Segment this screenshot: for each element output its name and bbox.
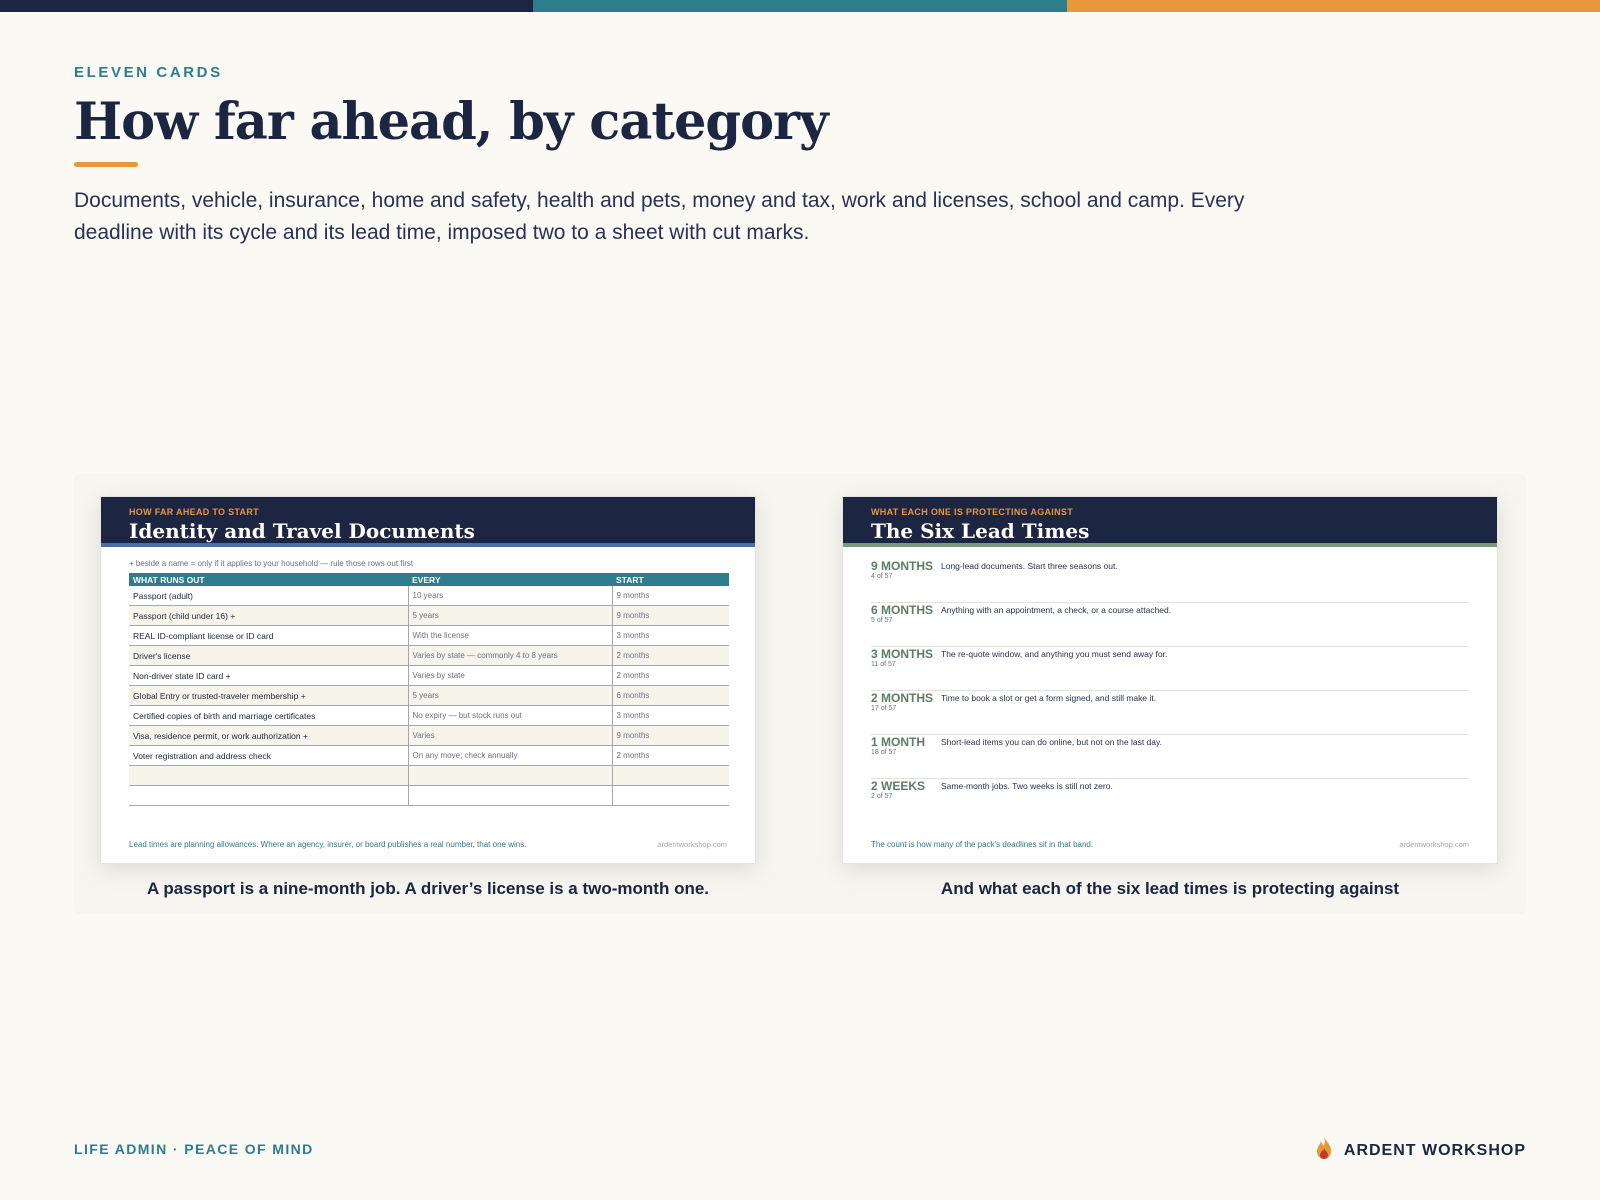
cycle-cell: With the license bbox=[408, 626, 612, 646]
page-title: How far ahead, by category bbox=[74, 92, 828, 152]
table-row bbox=[129, 746, 729, 766]
cycle-cell bbox=[408, 786, 612, 806]
lead-time-block bbox=[871, 603, 941, 646]
lead-time-label: 3 MONTHS bbox=[871, 647, 934, 661]
top-accent-bar bbox=[0, 0, 1600, 12]
card-note: + beside a name = only if it applies to your household — rule those rows out first bbox=[129, 559, 414, 568]
lead-time-count: 18 of 57 bbox=[871, 749, 897, 756]
page-header bbox=[74, 62, 1304, 249]
start-cell: 3 months bbox=[612, 706, 729, 726]
lead-time-row bbox=[871, 735, 1469, 779]
accent-segment-orange bbox=[1067, 0, 1600, 12]
cycle-cell: 10 years bbox=[408, 586, 612, 606]
cycle-cell bbox=[408, 766, 612, 786]
lead-times-list bbox=[871, 559, 1469, 823]
lead-time-label: 9 MONTHS bbox=[871, 559, 934, 573]
card-preview-stage bbox=[74, 474, 1526, 914]
table-header-row bbox=[129, 573, 729, 586]
right-card-preview bbox=[842, 496, 1498, 899]
lead-time-description: Same-month jobs. Two weeks is still not zero. bbox=[941, 781, 1113, 791]
item-cell: Global Entry or trusted-traveler membership + bbox=[129, 686, 408, 706]
footer-tagline: LIFE ADMIN · PEACE OF MIND bbox=[74, 1141, 314, 1157]
item-cell: Passport (child under 16) + bbox=[129, 606, 408, 626]
lead-time-count: 11 of 57 bbox=[871, 661, 896, 668]
lead-time-block bbox=[871, 691, 941, 734]
lead-time-row bbox=[871, 603, 1469, 647]
item-cell: REAL ID-compliant license or ID card bbox=[129, 626, 408, 646]
table-row bbox=[129, 786, 729, 806]
table-row bbox=[129, 646, 729, 666]
documents-table bbox=[129, 573, 729, 806]
lead-time-label: 2 MONTHS bbox=[871, 691, 934, 705]
accent-segment-navy bbox=[0, 0, 533, 12]
table-row bbox=[129, 726, 729, 746]
cycle-cell: On any move; check annually bbox=[408, 746, 612, 766]
lead-time-description: Anything with an appointment, a check, or a course attached. bbox=[941, 605, 1172, 615]
left-card-preview bbox=[100, 496, 756, 899]
lead-time-row bbox=[871, 779, 1469, 823]
card-kicker: WHAT EACH ONE IS PROTECTING AGAINST bbox=[871, 507, 1074, 517]
lead-time-label: 1 MONTH bbox=[871, 735, 925, 749]
lead-times-card bbox=[842, 496, 1498, 864]
cycle-cell: Varies by state bbox=[408, 666, 612, 686]
column-header: WHAT RUNS OUT bbox=[129, 573, 408, 586]
eyebrow-label: ELEVEN CARDS bbox=[74, 64, 223, 81]
card-footnote: Lead times are planning allowances. Where an agency, insurer, or board publishes a real number, that one wins. bbox=[129, 840, 527, 849]
start-cell: 3 months bbox=[612, 626, 729, 646]
footer-brand bbox=[1314, 1136, 1526, 1165]
column-header: EVERY bbox=[408, 573, 612, 586]
table-row bbox=[129, 586, 729, 606]
item-cell bbox=[129, 766, 408, 786]
flame-icon bbox=[1314, 1136, 1334, 1165]
card-header bbox=[843, 497, 1497, 547]
start-cell: 2 months bbox=[612, 646, 729, 666]
lead-time-block bbox=[871, 559, 941, 602]
brand-name: ARDENT WORKSHOP bbox=[1343, 1141, 1526, 1159]
intro-paragraph: Documents, vehicle, insurance, home and safety, health and pets, money and tax, work and licenses, school and camp. Every deadline with its cycle and its lead time, imposed two to a sheet with cut marks. bbox=[74, 189, 1245, 244]
lead-time-label: 6 MONTHS bbox=[871, 603, 934, 617]
table-row bbox=[129, 626, 729, 646]
cycle-cell: 5 years bbox=[408, 606, 612, 626]
lead-time-description: The re-quote window, and anything you must send away for. bbox=[941, 649, 1168, 659]
card-title: Identity and Travel Documents bbox=[129, 519, 475, 543]
card-header bbox=[101, 497, 755, 547]
lead-time-row bbox=[871, 559, 1469, 603]
item-cell: Voter registration and address check bbox=[129, 746, 408, 766]
start-cell: 2 months bbox=[612, 666, 729, 686]
card-url: ardentworkshop.com bbox=[657, 840, 727, 849]
card-footer bbox=[871, 840, 1469, 849]
lead-time-description: Time to book a slot or get a form signed, and still make it. bbox=[941, 693, 1157, 703]
lead-time-block bbox=[871, 735, 941, 778]
cycle-cell: Varies bbox=[408, 726, 612, 746]
cycle-cell: 5 years bbox=[408, 686, 612, 706]
lead-time-count: 17 of 57 bbox=[871, 705, 897, 712]
lead-time-count: 2 of 57 bbox=[871, 793, 893, 800]
item-cell bbox=[129, 786, 408, 806]
card-url: ardentworkshop.com bbox=[1399, 840, 1469, 849]
lead-time-description: Long-lead documents. Start three seasons out. bbox=[941, 561, 1118, 571]
card-caption: A passport is a nine-month job. A driver’s license is a two-month one. bbox=[146, 879, 710, 898]
item-cell: Visa, residence permit, or work authorization + bbox=[129, 726, 408, 746]
lead-time-block bbox=[871, 647, 941, 690]
lead-time-count: 5 of 57 bbox=[871, 617, 893, 624]
lead-time-row bbox=[871, 691, 1469, 735]
table-row bbox=[129, 606, 729, 626]
item-cell: Non-driver state ID card + bbox=[129, 666, 408, 686]
start-cell: 2 months bbox=[612, 746, 729, 766]
start-cell: 9 months bbox=[612, 606, 729, 626]
lead-time-description: Short-lead items you can do online, but not on the last day. bbox=[941, 737, 1162, 747]
accent-segment-teal bbox=[533, 0, 1066, 12]
start-cell: 9 months bbox=[612, 586, 729, 606]
lead-time-count: 4 of 57 bbox=[871, 573, 893, 580]
identity-documents-card bbox=[100, 496, 756, 864]
card-kicker: HOW FAR AHEAD TO START bbox=[129, 507, 259, 517]
start-cell: 6 months bbox=[612, 686, 729, 706]
title-underline bbox=[74, 162, 138, 167]
table-row bbox=[129, 766, 729, 786]
table-row bbox=[129, 686, 729, 706]
lead-time-row bbox=[871, 647, 1469, 691]
item-cell: Certified copies of birth and marriage certificates bbox=[129, 706, 408, 726]
card-footnote: The count is how many of the pack's deadlines sit in that band. bbox=[871, 840, 1094, 849]
start-cell bbox=[612, 766, 729, 786]
table-row bbox=[129, 666, 729, 686]
cycle-cell: No expiry — but stock runs out bbox=[408, 706, 612, 726]
card-title: The Six Lead Times bbox=[871, 519, 1090, 543]
table-row bbox=[129, 706, 729, 726]
item-cell: Driver's license bbox=[129, 646, 408, 666]
item-cell: Passport (adult) bbox=[129, 586, 408, 606]
card-caption: And what each of the six lead times is protecting against bbox=[940, 879, 1400, 898]
column-header: START bbox=[612, 573, 729, 586]
start-cell: 9 months bbox=[612, 726, 729, 746]
lead-time-label: 2 WEEKS bbox=[871, 779, 926, 793]
lead-time-block bbox=[871, 779, 941, 823]
card-footer bbox=[129, 840, 727, 849]
cycle-cell: Varies by state — commonly 4 to 8 years bbox=[408, 646, 612, 666]
start-cell bbox=[612, 786, 729, 806]
